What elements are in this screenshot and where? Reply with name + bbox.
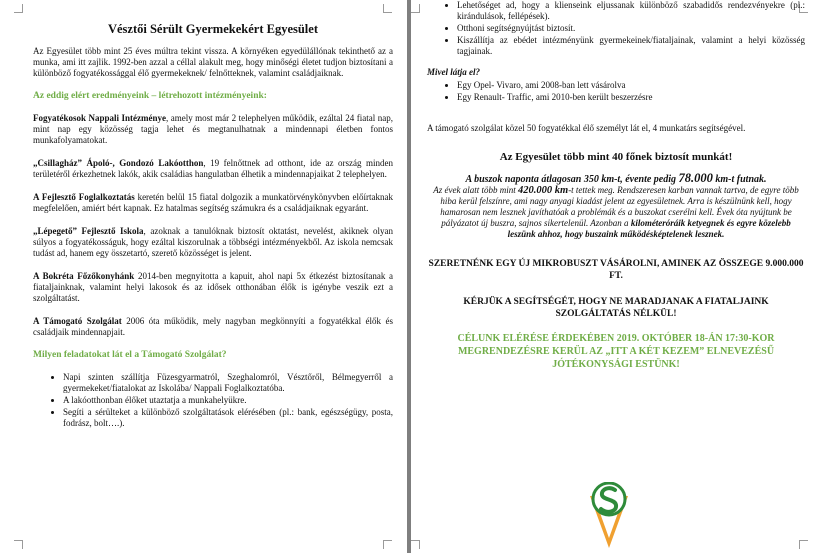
list-item: • Napi szinten szállítja Füzesgyarmatról, Szeghalomról, Vésztőről, Bélmegyerről a gyermekeket/fiatalokat az Iskolába/ Nappali Foglalkoztatóba. <box>63 372 393 394</box>
results-heading: Az eddig elért eredményeink – létrehozott intézményeink: <box>33 91 267 101</box>
bus-mileage-details <box>427 185 805 240</box>
institution-name: A Fejlesztő Foglalkoztatás <box>33 192 135 202</box>
institution-name: A Támogató Szolgálat <box>33 316 122 326</box>
tasks-list <box>33 372 393 429</box>
purchase-goal: SZERETNÉNK EGY ÚJ MIKROBUSZT VÁSÁROLNI, AMINEK AZ ÖSSZEGE 9.000.000 FT. <box>428 259 804 281</box>
tasks-heading: Milyen feladatokat lát el a Támogató Szolgálat? <box>33 350 227 360</box>
institution-text: , amely most már 2 telephelyen működik, ezáltal 24 fiatal nap, mint nap egy közösség tagja lehet és megtanulhatnak a mindennapi életben fontos munkafolyamatokat. <box>33 113 393 145</box>
institution-text: keretén belül 15 fiatal dolgozik a munkatörvénykönyvben előírtaknak megfelelően, amiért bért kapnak. Ez hatalmas segítség számukra és a családjaiknak egyaránt. <box>33 192 393 213</box>
institution-name: „Csillagház” Ápoló-, Gondozó Lakóotthon <box>33 158 204 168</box>
institution-paragraph <box>33 113 393 146</box>
institution-text: , 19 felnőttnek ad otthont, ide az ország minden területéről érkezhetnek lakók, akik családias hangulatban élhetik a mindennapjaikat 2 telephelyen. <box>33 158 394 179</box>
page-right <box>411 0 818 553</box>
left-column <box>33 24 393 441</box>
mileage-yearly-value: 78.000 <box>678 171 713 185</box>
institution-name: Fogyatékosok Nappali Intézménye <box>33 113 166 123</box>
mileage-lead-text: A buszok naponta átlagosan 350 km-t, évente pedig <box>465 174 679 185</box>
intro-paragraph: Az Egyesület több mint 25 éves múltra tekint vissza. A környéken egyedülállónak tekinthető az a munka, ami itt zajlik. 1992-ben azzal a céllal alakult meg, hogy minőségi életet tudjon biztosítani a különböző fogyatékossággal élő gyermekeknek/ felnőtteknek, valamint családjaiknak. <box>33 46 393 78</box>
charity-event-announcement: CÉLUNK ELÉRÉSE ÉRDEKÉBEN 2019. OKTÓBER 18-ÁN 17:30-KOR MEGRENDEZÉSRE KERÜL AZ „ITT A KÉT KEZEM” ELNEVEZÉSŰ JÓTÉKONYSÁGI ESTÜNK! <box>457 333 775 370</box>
institution-name: A Bokréta Főzőkonyhánk <box>33 271 135 281</box>
list-item: • Lehetőséget ad, hogy a klienseink eljussanak különböző szabadidős rendezvényekre (pl.: kirándulások, fellépések). <box>457 0 805 22</box>
list-item: • Kiszállítja az ebédet intézményünk gyermekeinek/fiataljainak, valamint a helyi közösség tagjainak. <box>457 35 805 57</box>
list-item: • Egy Renault- Traffic, ami 2010-ben került beszerzésre <box>457 92 805 103</box>
institution-paragraph <box>33 192 393 214</box>
help-request: KÉRJÜK A SEGÍTSÉGÉT, HOGY NE MARADJANAK A FIATALJAINK SZOLGÁLTATÁS NÉLKÜL! <box>463 297 769 319</box>
crop-mark <box>14 4 23 13</box>
institution-paragraph <box>33 316 393 338</box>
institution-text: , azoknak a tanulóknak biztosít oktatást, nevelést, akiknek olyan súlyos a fogyatékosságuk, hogy ezáltal kiszorulnak a többségi intézményekből. Az iskola nemcsak tudást ad, hanem egy összetartó, szerető közösséget is jelent. <box>33 226 393 258</box>
employment-heading: Az Egyesület több mint 40 főnek biztosít munkát! <box>499 151 733 163</box>
mileage-warning-text: kilométeróráik ketyegnek és egyre közelebb leszünk ahhoz, hogy buszaink működésképtelenek lesznek. <box>507 218 791 239</box>
cars-heading: Mivel látja el? <box>427 67 480 77</box>
served-paragraph: A támogató szolgálat közel 50 fogyatékkal élő személyt lát el, 4 munkatárs segítségével. <box>427 123 746 133</box>
list-item: • Segíti a sérülteket a különböző szolgáltatások elérésében (pl.: bank, egészségügy, posta, fodrász, bolt….). <box>63 407 393 429</box>
cars-list <box>427 80 805 103</box>
institution-paragraph <box>33 271 393 304</box>
page-left <box>0 0 407 553</box>
bus-mileage-lead <box>427 173 805 185</box>
mileage-total-value: 420.000 km <box>518 185 569 196</box>
bus-mileage-block <box>427 173 805 240</box>
institution-paragraph <box>33 158 393 180</box>
association-logo-icon <box>585 482 633 550</box>
institution-paragraph <box>33 226 393 259</box>
list-item: • Otthoni segítségnyújtást biztosít. <box>457 23 805 34</box>
crop-mark <box>383 4 392 13</box>
crop-mark <box>411 540 420 549</box>
crop-mark <box>411 4 420 13</box>
crop-mark <box>383 540 392 549</box>
institution-text: 2014-ben megnyitotta a kapuit, ahol napi 5x étkezést biztosítanak a fiataljainknak, valamint helyi lakosok és az idősek otthonában élők is igénybe veszik ezt a szolgáltatást. <box>33 271 393 303</box>
list-item: • A lakóotthonban élőket utaztatja a munkahelyükre. <box>63 395 393 406</box>
institution-text: 2006 óta működik, mely nagyban megkönnyíti a fogyatékkal élők és családjaik mindennapjait. <box>33 316 393 337</box>
crop-mark <box>799 540 808 549</box>
institution-name: „Lépegető” Fejlesztő Iskola <box>33 226 144 236</box>
mileage-total-lead: Az évek alatt több mint <box>433 185 519 195</box>
list-item: • Egy Opel- Vivaro, ami 2008-ban lett vásárolva <box>457 80 805 91</box>
right-column <box>427 0 805 371</box>
mileage-tail-text: km-t futnak. <box>712 174 767 185</box>
document-title: Vésztői Sérült Gyermekekért Egyesület <box>107 22 318 36</box>
mileage-details-text: -t tettek meg. Rendszeresen karban vannak tartva, de egyre több hiba kerül felszínre, ami nagy anyagi kiadást jelent az egyesületnek. Arra is készülnünk kell, hogy hamarosan nem lesznek javíthatóak a problémák és a buszokat cserélni kell. Évek óta nyújtunk be pályázatot új buszra, sajnos sikertelenül. Azonban a <box>440 185 799 228</box>
crop-mark <box>14 540 23 549</box>
tasks-list-continued <box>427 0 805 57</box>
